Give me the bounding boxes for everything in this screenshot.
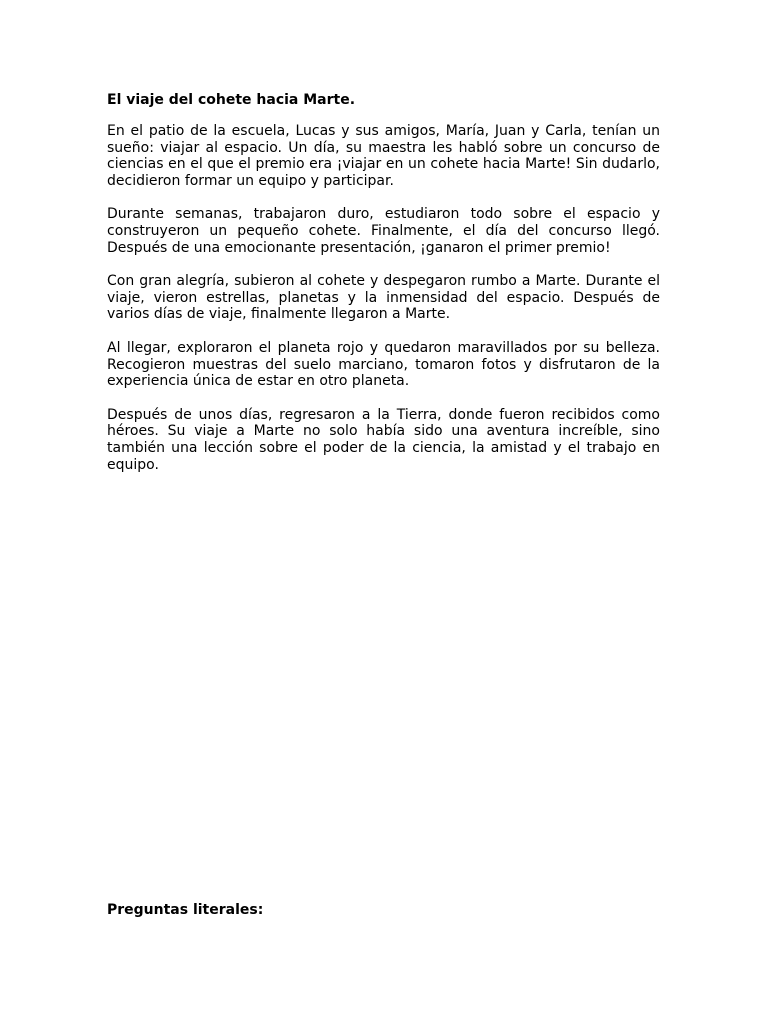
- story-paragraph-4: Al llegar, exploraron el planeta rojo y quedaron maravillados por su belleza. Recogieron muestras del suelo marciano, tomaron fotos y disfrutaron de la experiencia única de estar en otro planeta.: [107, 339, 660, 390]
- story-paragraph-2: Durante semanas, trabajaron duro, estudiaron todo sobre el espacio y construyeron un pequeño cohete. Finalmente, el día del concurso llegó. Después de una emocionante presentación, ¡ganaron el primer premio!: [107, 206, 660, 256]
- story-paragraph-5: Después de unos días, regresaron a la Tierra, donde fueron recibidos como héroes. Su viaje a Marte no solo había sido una aventura increíble, sino también una lección sobre el poder de la ciencia, la amistad y el trabajo en equipo.: [107, 406, 660, 473]
- story-body: [107, 91, 660, 490]
- questions-heading: Preguntas literales:: [107, 902, 264, 918]
- story-paragraph-3: Con gran alegría, subieron al cohete y despegaron rumbo a Marte. Durante el viaje, vieron estrellas, planetas y la inmensidad del espacio. Después de varios días de viaje, finalmente llegaron a Marte.: [107, 273, 660, 323]
- story-title: El viaje del cohete hacia Marte.: [107, 92, 356, 108]
- story-paragraph-1: En el patio de la escuela, Lucas y sus amigos, María, Juan y Carla, tenían un sueño: viajar al espacio. Un día, su maestra les habló sobre un concurso de ciencias en el que el premio era ¡viajar en un cohete hacia Marte! Sin dudarlo, decidieron formar un equipo y participar.: [107, 123, 660, 189]
